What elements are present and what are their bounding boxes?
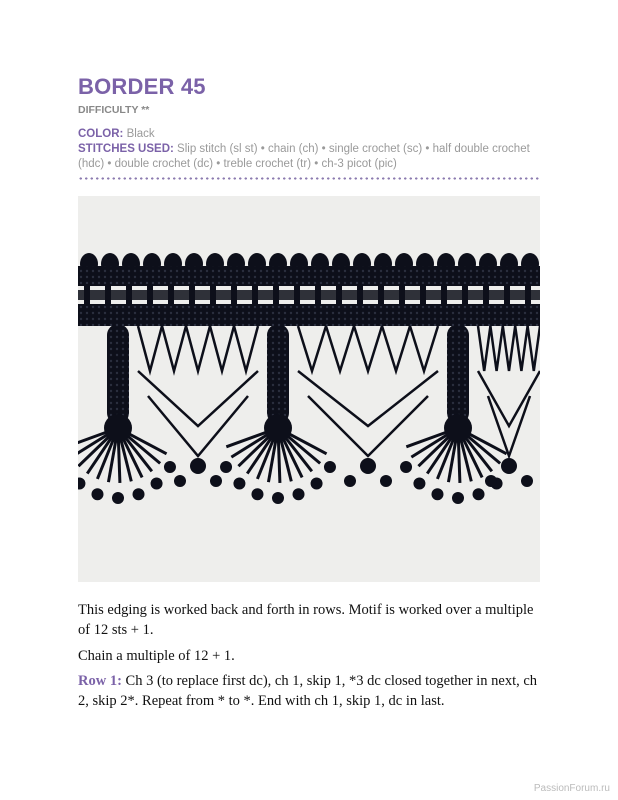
stitches-label: STITCHES USED: <box>78 143 174 155</box>
lace-border-image <box>78 196 540 582</box>
lace-border-photo <box>78 196 540 582</box>
pattern-meta <box>78 127 548 172</box>
chain-instruction: Chain a multiple of 12 + 1. <box>78 648 235 664</box>
color-label: COLOR: <box>78 128 124 140</box>
row-1-label: Row 1: <box>78 673 122 689</box>
color-line <box>78 127 548 142</box>
row-1-instruction <box>78 672 548 711</box>
dotted-divider <box>78 177 540 180</box>
stitches-line <box>78 142 548 172</box>
page-title: BORDER 45 <box>78 74 206 99</box>
difficulty-rating: DIFFICULTY ** <box>78 104 150 116</box>
watermark: PassionForum.ru <box>533 783 610 794</box>
intro-paragraph: This edging is worked back and forth in rows. Motif is worked over a multiple of 12 sts + 1. <box>78 602 534 638</box>
stitches-value: Slip stitch (sl st) • chain (ch) • single crochet (sc) • half double crochet (hdc) • double crochet (dc) • treble crochet (tr) • ch-3 picot (pic) <box>78 143 530 170</box>
color-value: Black <box>126 128 155 140</box>
row-1-text: Ch 3 (to replace first dc), ch 1, skip 1, *3 dc closed together in next, ch 2, skip 2*. Repeat from * to *. End with ch 1, skip 1, dc in last. <box>78 673 538 709</box>
